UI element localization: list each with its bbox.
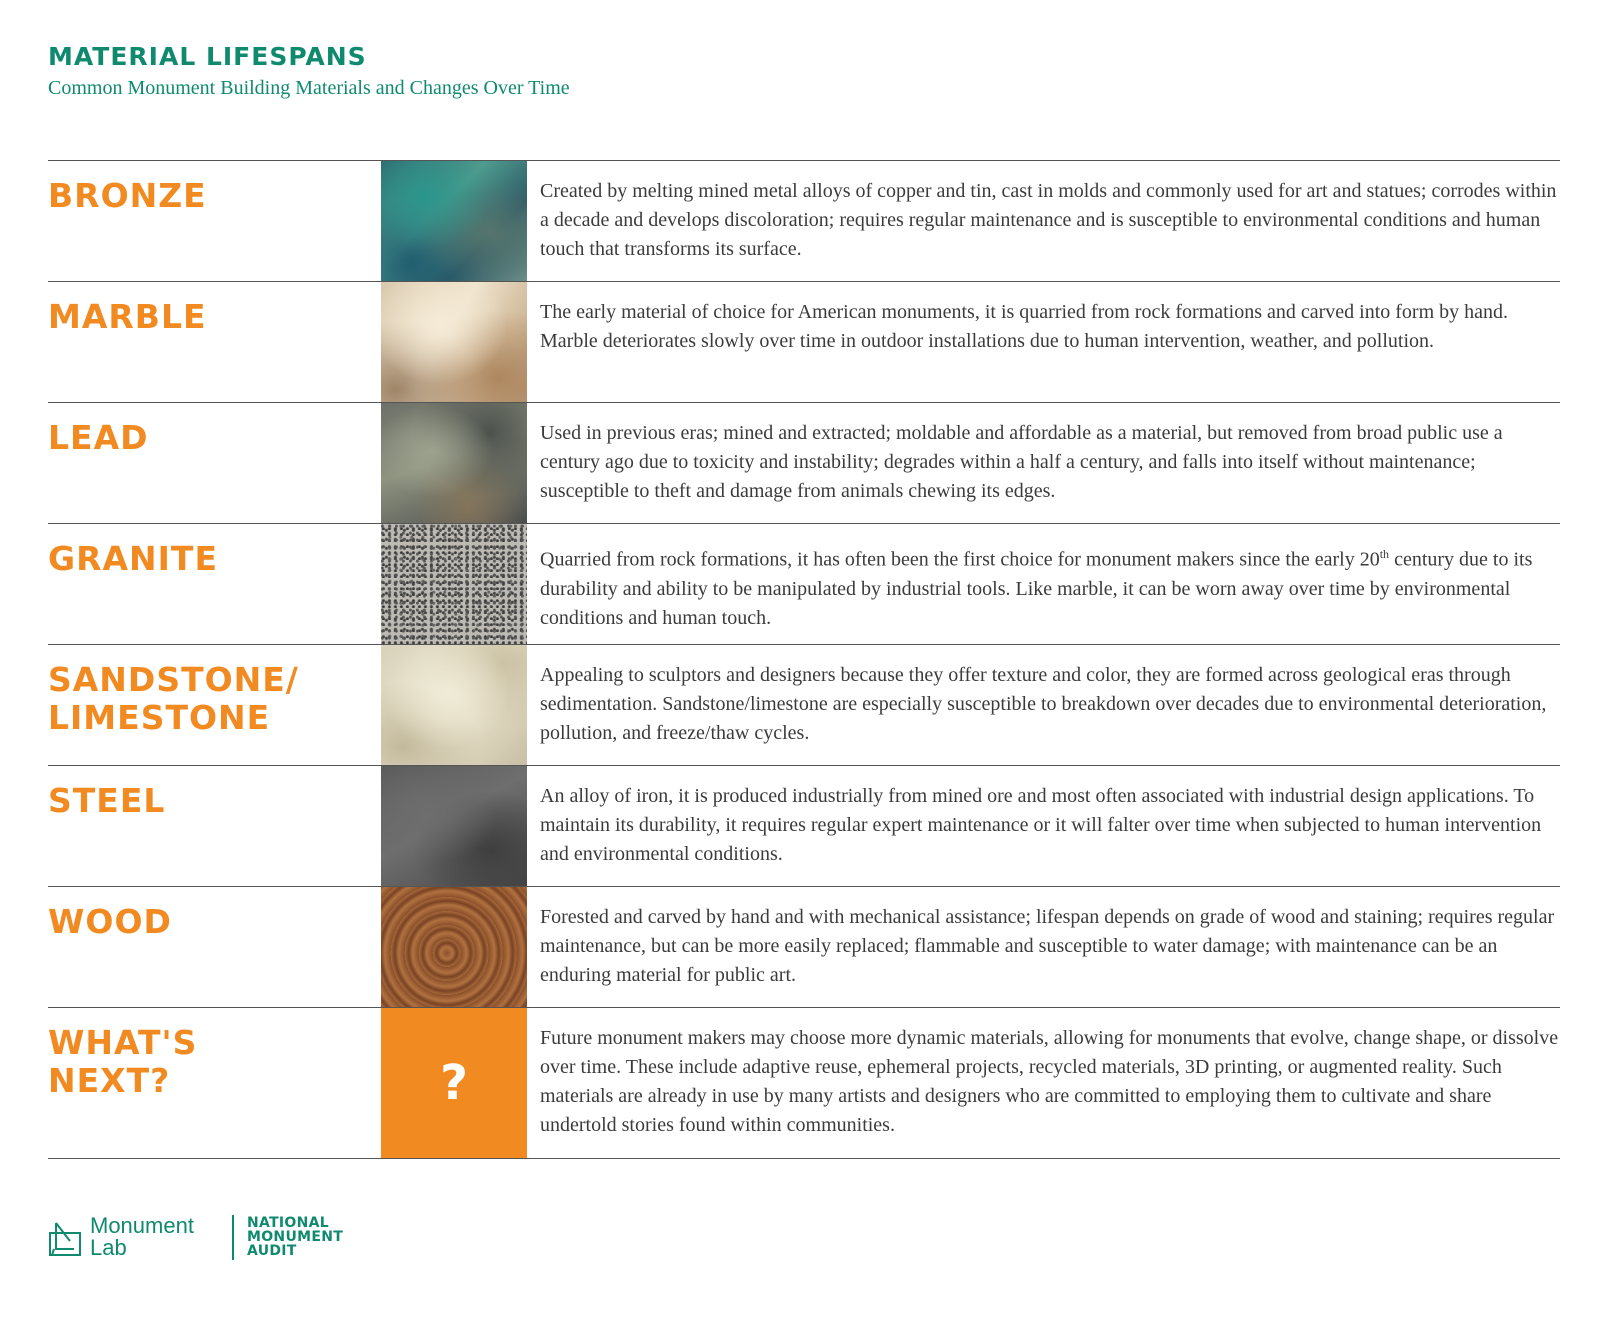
material-row-lead <box>48 403 1560 524</box>
granite-texture-image <box>381 524 527 644</box>
material-row-sandstone-limestone <box>48 645 1560 766</box>
material-name: WHAT'S NEXT? <box>48 1023 198 1100</box>
material-description: An alloy of iron, it is produced industrially from mined ore and most often associated with industrial design applications. To maintain its durability, it requires regular expert maintenance or it will falter over time when subjected to human intervention and environmental conditions. <box>540 785 1542 865</box>
lead-texture-image <box>381 403 527 523</box>
sandstone-texture-image <box>381 645 527 765</box>
material-description: The early material of choice for American monuments, it is quarried from rock formations and carved into form by hand. Marble deteriorates slowly over time in outdoor installations due to human intervention, weather, and pollution. <box>540 301 1509 352</box>
material-description: Used in previous eras; mined and extracted; moldable and affordable as a material, but removed from broad public use a century ago due to toxicity and instability; degrades within a half a century, and falls into itself without maintenance; susceptible to theft and damage from animals chewing its edges. <box>540 422 1503 502</box>
page-title: MATERIAL LIFESPANS <box>48 42 367 71</box>
material-row-marble <box>48 282 1560 403</box>
monument-lab-icon <box>48 1219 82 1257</box>
question-mark-tile <box>381 1008 527 1158</box>
national-monument-audit-wordmark: NATIONAL MONUMENT AUDIT <box>247 1215 344 1259</box>
material-description: Quarried from rock formations, it has often been the first choice for monument makers since the early 20th century due to its durability and ability to be manipulated by industrial tools. Like marble, it can be worn away over time by environmental conditions and human touch. <box>540 547 1533 629</box>
material-name: WOOD <box>48 902 172 941</box>
material-description: Forested and carved by hand and with mechanical assistance; lifespan depends on grade of wood and staining; requires regular maintenance, but can be more easily replaced; flammable and susceptible to water damage; with maintenance can be an enduring material for public art. <box>540 906 1555 986</box>
bronze-texture-image <box>381 161 527 281</box>
wood-texture-image <box>381 887 527 1007</box>
material-name: LEAD <box>48 418 149 457</box>
material-name: BRONZE <box>48 176 207 215</box>
page-subtitle: Common Monument Building Materials and Changes Over Time <box>48 77 570 99</box>
material-row-bronze <box>48 161 1560 282</box>
monument-lab-wordmark: Monument Lab <box>90 1213 194 1260</box>
material-name: GRANITE <box>48 539 218 578</box>
marble-texture-image <box>381 282 527 402</box>
material-description: Appealing to sculptors and designers because they offer texture and color, they are formed across geological eras through sedimentation. Sandstone/limestone are especially susceptible to breakdown over decades due to environmental deterioration, pollution, and freeze/thaw cycles. <box>540 664 1547 744</box>
material-description: Created by melting mined metal alloys of copper and tin, cast in molds and commonly used for art and statues; corrodes within a decade and develops discoloration; requires regular maintenance and is susceptible to environmental conditions and human touch that transforms its surface. <box>540 180 1557 260</box>
material-row-wood <box>48 887 1560 1008</box>
material-description: Future monument makers may choose more dynamic materials, allowing for monuments that evolve, change shape, or dissolve over time. These include adaptive reuse, ephemeral projects, recycled materials, 3D printing, or augmented reality. Such materials are already in use by many artists and designers who are committed to employing them to cultivate and share undertold stories found within communities. <box>540 1027 1559 1136</box>
material-row-steel <box>48 766 1560 887</box>
material-name: SANDSTONE/ LIMESTONE <box>48 660 299 737</box>
material-row-granite <box>48 524 1560 645</box>
footer-divider <box>232 1215 234 1260</box>
steel-texture-image <box>381 766 527 886</box>
materials-table <box>48 160 1560 1159</box>
material-name: MARBLE <box>48 297 207 336</box>
material-row-whats-next <box>48 1008 1560 1159</box>
material-name: STEEL <box>48 781 166 820</box>
question-mark-icon: ? <box>440 1055 468 1111</box>
